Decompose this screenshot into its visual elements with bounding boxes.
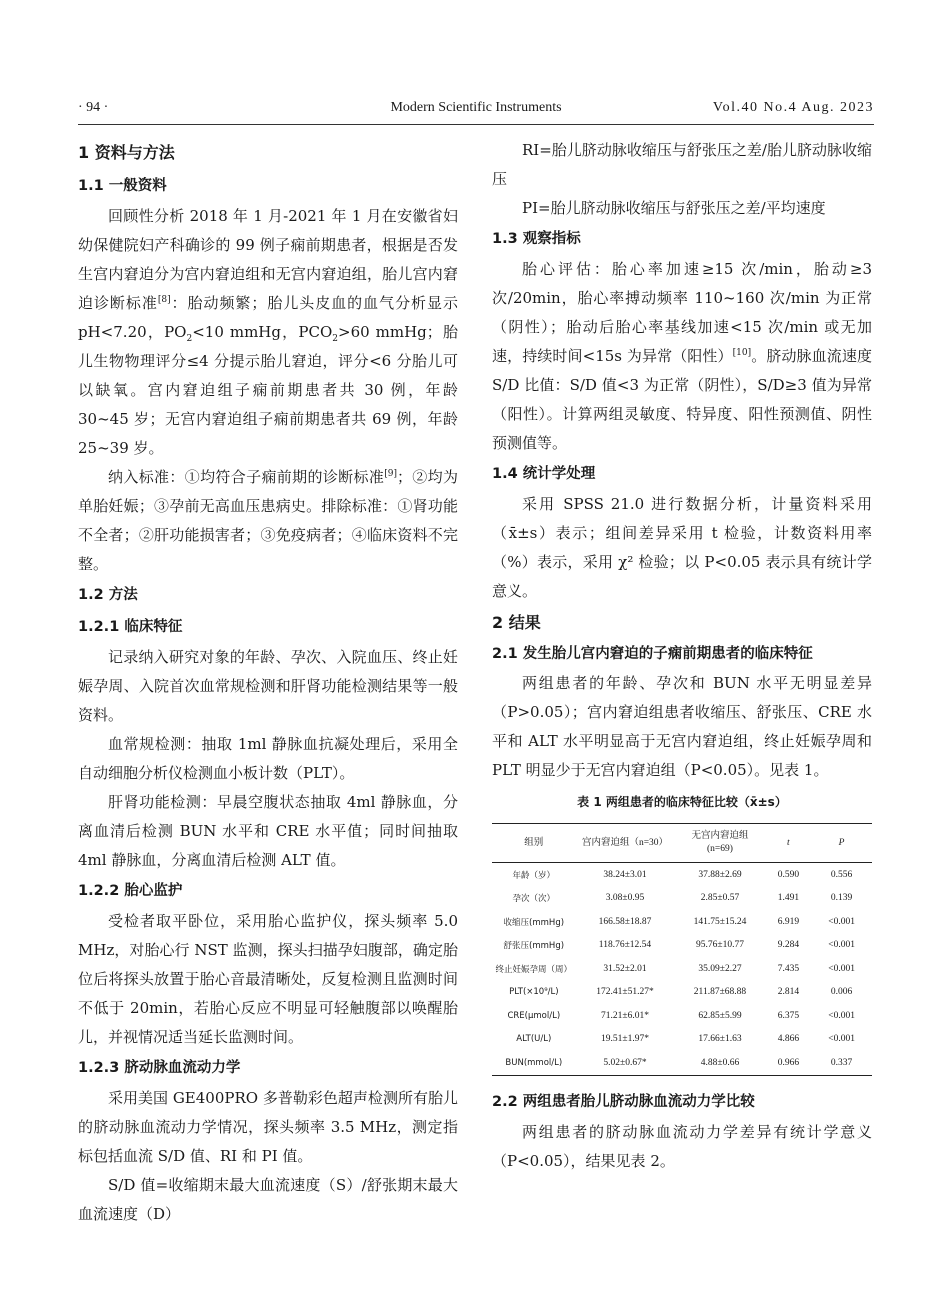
col-header-group: 组别: [524, 837, 544, 848]
table-1: [492, 823, 872, 1076]
formula-ri: RI=胎儿脐动脉收缩压与舒张压之差/胎儿脐动脉收缩压: [492, 141, 872, 188]
formula-sd: S/D 值=收缩期末最大血流速度（S）/舒张期末最大血流速度（D）: [78, 1176, 458, 1223]
col-header-t: t: [787, 837, 790, 848]
section-1-heading: 1 资料与方法: [78, 143, 175, 162]
section-2-2-heading: 2.2 两组患者胎儿脐动脉血流动力学比较: [492, 1093, 755, 1110]
section-1-2-1-heading: 1.2.1 临床特征: [78, 619, 183, 635]
table-row: 孕次（次） 3.08±0.95 2.85±0.57 1.491 0.139: [512, 893, 853, 905]
section-2-heading: 2 结果: [492, 613, 541, 632]
header-rule: [78, 124, 874, 125]
section-1-1-heading: 1.1 一般资料: [78, 178, 167, 194]
citation-9[interactable]: [9]: [384, 469, 397, 479]
section-2-1-heading: 2.1 发生胎儿宫内窘迫的子痫前期患者的临床特征: [492, 646, 813, 662]
table-row: 收缩压(mmHg) 166.58±18.87 141.75±15.24 6.919 <0.001: [503, 916, 855, 928]
paragraph-inclusion-criteria: 纳入标准：①均符合子痫前期的诊断标准[9]；②均为单胎妊娠；③孕前无高血压患病史。排除标准：①肾功能不全者；②肝功能损害者；③免疫病者；④临床资料不完整。: [78, 468, 458, 573]
citation-10[interactable]: [10]: [732, 348, 752, 358]
paragraph-fetal-monitoring: 受检者取平卧位，采用胎心监护仪，探头频率 5.0 MHz，对胎心行 NST 监测，探头扫描孕妇腹部，确定胎位后将探头放置于胎心音最清晰处，反复检测且监测时间不低于 20min，若胎心反应不明显可轻触腹部以唤醒胎儿，并视情况适当延长监测时间。: [78, 912, 458, 1046]
col-header-distress: 宫内窘迫组（n=30）: [581, 837, 669, 848]
table-1-caption: 表 1 两组患者的临床特征比较（x̄±s）: [577, 795, 787, 809]
table-row: ALT(U/L) 19.51±1.97* 17.66±1.63 4.866 <0.001: [516, 1034, 855, 1045]
page-header: [78, 100, 874, 124]
right-column: [492, 136, 872, 1176]
paragraph-liver-kidney-test: 肝肾功能检测：早晨空腹状态抽取 4ml 静脉血，分离血清后检测 BUN 水平和 CRE 水平值；同时间抽取 4ml 静脉血，分离血清后检测 ALT 值。: [78, 793, 458, 869]
paragraph-statistics: 采用 SPSS 21.0 进行数据分析，计量资料采用（x̄±s）表示；组间差异采用 t 检验，计数资料用率（%）表示，采用 χ² 检验；以 P<0.05 表示具有统计学意义。: [492, 495, 872, 600]
section-1-3-heading: 1.3 观察指标: [492, 231, 581, 247]
paragraph-general-data: 回顾性分析 2018 年 1 月-2021 年 1 月在安徽省妇幼保健院妇产科确诊的 99 例子痫前期患者，根据是否发生宫内窘迫分为宫内窘迫组和无宫内窘迫组，胎儿宫内窘迫诊断标准[8]：胎动频繁；胎儿头皮血的血气分析显示 pH<7.20，$PO_2<10$ mmHg，$PCO_2>60$ mmHg；胎儿生物物理评分≤4 分提示胎儿窘迫，评分<6 分胎儿可以缺氧。宫内窘迫组子痫前期患者共 30 例，年龄 30~45 岁；无宫内窘迫组子痫前期患者共 69 例，年龄 25~39 岁。: [78, 207, 458, 457]
section-1-4-heading: 1.4 统计学处理: [492, 466, 596, 482]
formula-pi: PI=胎儿脐动脉收缩压与舒张压之差/平均速度: [522, 199, 826, 217]
paragraph-blood-test: 血常规检测：抽取 1ml 静脉血抗凝处理后，采用全自动细胞分析仪检测血小板计数（PLT）。: [78, 735, 458, 782]
table-row: 年龄（岁） 38.24±3.01 37.88±2.69 0.590 0.556: [512, 869, 853, 881]
col-header-no-distress: 无宫内窘迫组 (n=69): [691, 831, 749, 854]
col-header-p: P: [838, 837, 845, 848]
section-1-2-heading: 1.2 方法: [78, 587, 138, 603]
paragraph-clinical-features: 记录纳入研究对象的年龄、孕次、入院血压、终止妊娠孕周、入院首次血常规检测和肝肾功能检测结果等一般资料。: [78, 648, 458, 724]
table-header-row: [492, 824, 872, 863]
table-row: 舒张压(mmHg) 118.76±12.54 95.76±10.77 9.284 <0.001: [503, 940, 855, 952]
section-1-2-2-heading: 1.2.2 胎心监护: [78, 883, 183, 899]
table-row: CRE(μmol/L) 71.21±6.01* 62.85±5.99 6.375 <0.001: [507, 1010, 855, 1021]
citation-8[interactable]: [8]: [157, 295, 171, 305]
section-1-2-3-heading: 1.2.3 脐动脉血流动力学: [78, 1060, 241, 1076]
paragraph-umbilical-doppler: 采用美国 GE400PRO 多普勒彩色超声检测所有胎儿的脐动脉血流动力学情况，探头频率 3.5 MHz，测定指标包括血流 S/D 值、RI 和 PI 值。: [78, 1089, 458, 1165]
volume-info: Vol.40 No.4 Aug. 2023: [712, 100, 874, 115]
journal-name: Modern Scientific Instruments: [390, 100, 562, 115]
paragraph-observation-indicators: 胎心评估：胎心率加速≥15 次/min，胎动≥3 次/20min，胎心率搏动频率 110~160 次/min 为正常（阴性）；胎动后胎心率基线加速<15 次/min 或无加速，持续时间<15s 为异常（阳性）[10]。脐动脉血流速度 S/D 比值：S/D 值<3 为正常（阴性），S/D≥3 值为异常（阳性）。计算两组灵敏度、特异度、阳性预测值、阴性预测值等。: [492, 260, 872, 452]
left-column: [78, 136, 458, 1229]
page-number: · 94 ·: [78, 100, 109, 115]
paragraph-results-clinical: 两组患者的年龄、孕次和 BUN 水平无明显差异（P>0.05）；宫内窘迫组患者收缩压、舒张压、CRE 水平和 ALT 水平明显高于无宫内窘迫组，终止妊娠孕周和 PLT 明显少于无宫内窘迫组（P<0.05）。见表 1。: [492, 674, 872, 779]
table-row: 终止妊娠孕周（周） 31.52±2.01 35.09±2.27 7.435 <0.001: [495, 963, 855, 975]
paragraph-results-doppler: 两组患者的脐动脉血流动力学差异有统计学意义（P<0.05），结果见表 2。: [492, 1122, 872, 1170]
table-row: PLT(×10⁹/L) 172.41±51.27* 211.87±68.88 2.814 0.006: [509, 987, 853, 998]
table-row: BUN(mmol/L) 5.02±0.67* 4.88±0.66 0.966 0.337: [492, 1051, 872, 1075]
